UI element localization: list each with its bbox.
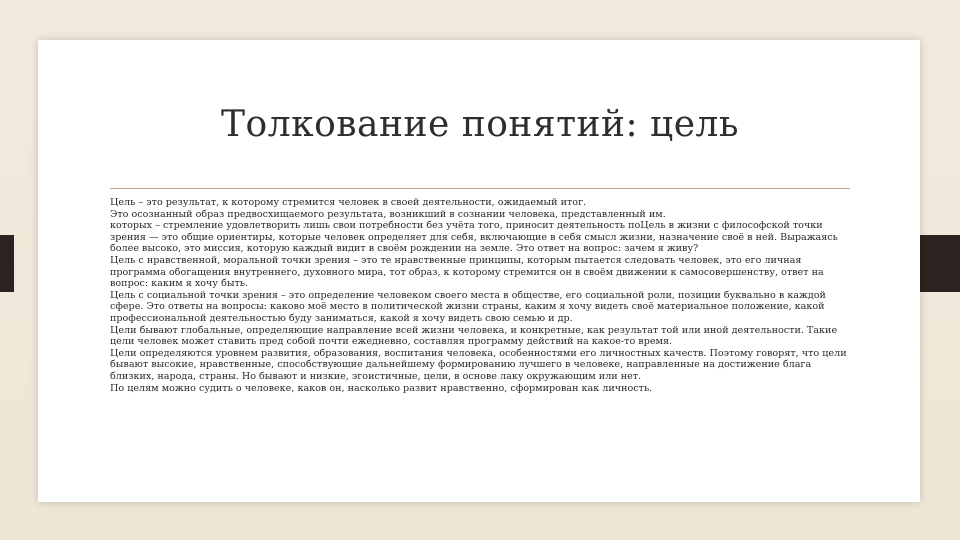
body-paragraph: Цели определяются уровнем развития, образования, воспитания человека, особенностями его личностных качеств. Поэтому говорят, что цели бывают высокие, нравственные, способствующие дальнейшему формированию лучшего в человеке, направленные на достижение блага близких, народа, страны. Но бывают и низкие, эгоистичные, цели, в основе лаку окружающим или нет. [110,347,847,382]
body-paragraph: По целям можно судить о человеке, каков он, насколько развит нравственно, сформирован как личность. [110,382,653,394]
body-paragraph: Цель с социальной точки зрения – это определение человеком своего места в обществе, его социальной роли, позиции буквально в каждой сфере. Это ответы на вопросы: каково моё место в политической жизни страны, каким я хочу видеть своё материальное положение, какой профессиональной деятельностью буду заниматься, какой я хочу видеть свою семью и др. [110,289,826,324]
slide-body [110,197,852,394]
body-paragraph: Цель – это результат, к которому стремится человек в своей деятельности, ожидаемый итог. [110,197,587,208]
body-paragraph: Цель с нравственной, моральной точки зрения – это те нравственные принципы, которым пытается следовать человек, это его личная программа обогащения внутреннего, духовного мира, тот образ, к которому стремится он в своём движении к самосовершенству, ответ на вопрос: каким я хочу быть. [110,254,824,290]
left-decor-tab [0,235,14,292]
body-paragraph: Цели бывают глобальные, определяющие направление всей жизни человека, и конкретные, как результат той или иной деятельности. Такие цели человек может ставить пред собой почти ежедневно, составляя программу действий на какое-то время. [110,324,838,348]
body-paragraph: Это осознанный образ предвосхищаемого результата, возникший в сознании человека, представленный им. [110,208,666,220]
title-divider [110,188,850,189]
slide-title: Толкование понятий: цель [221,104,739,145]
body-paragraph: которых – стремление удовлетворить лишь свои потребности без учёта того, приносит деятельность поЦель в жизни с философской точки зрения — это общие ориентиры, которые человек определяет для себя, включающие в себя смысл жизни, назначение своё в ней. Выражаясь более высоко, это миссия, которую каждый видит в своём рождении на земле. Это ответ на вопрос: зачем я живу? [110,220,838,255]
